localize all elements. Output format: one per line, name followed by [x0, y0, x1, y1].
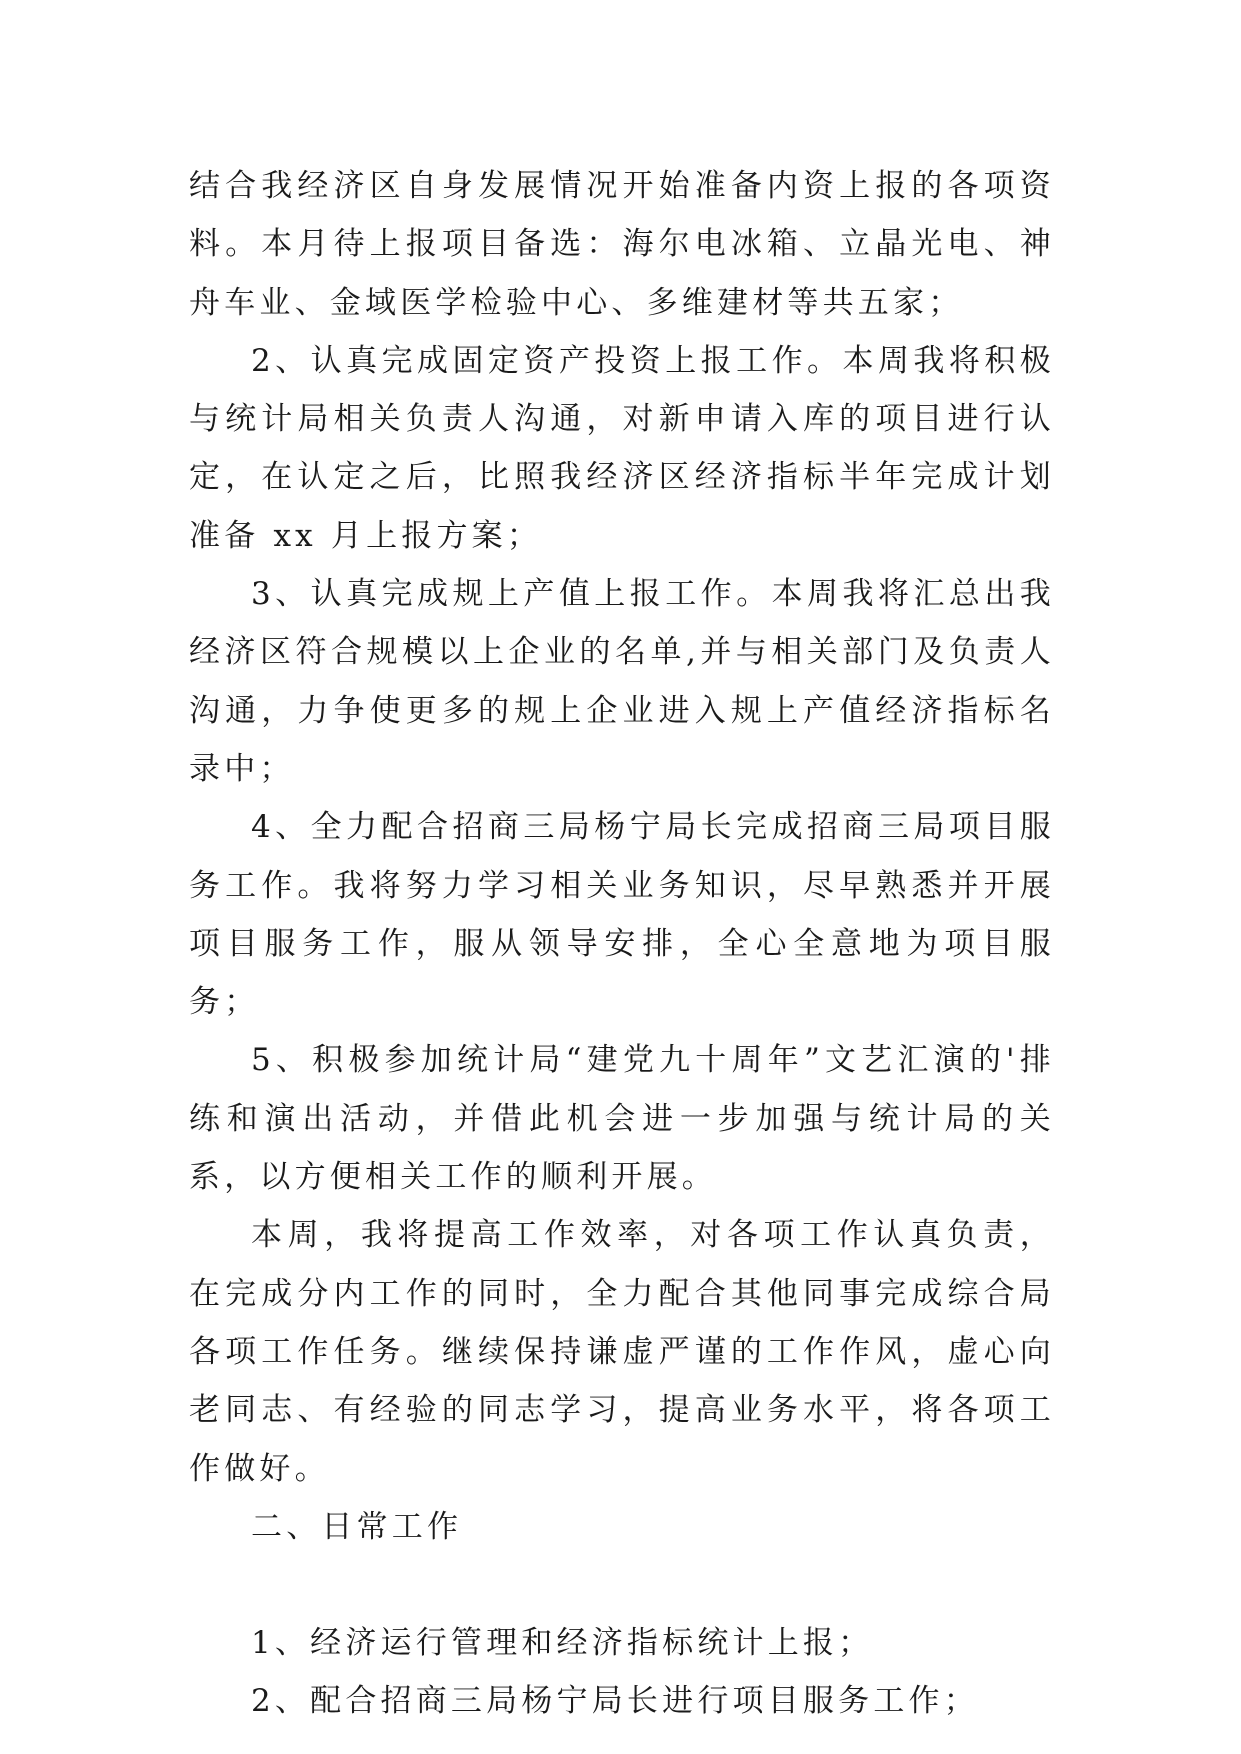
document-body [189, 157, 1055, 1731]
section-heading-daily-work: 二、日常工作 [251, 1508, 463, 1545]
paragraph-item-5-performance: 5、积极参加统计局“建党九十周年”文艺汇演的'排练和演出活动，并借此机会进一步加强与统计局的关系，以方便相关工作的顺利开展。 [189, 1042, 1055, 1196]
paragraph-item-4-project-service: 4、全力配合招商三局杨宁局长完成招商三局项目服务工作。我将努力学习相关业务知识，尽早熟悉并开展项目服务工作，服从领导安排，全心全意地为项目服务； [189, 809, 1055, 1021]
paragraph-item-2-fixed-assets: 2、认真完成固定资产投资上报工作。本周我将积极与统计局相关负责人沟通，对新申请入库的项目进行认定，在认定之后，比照我经济区经济指标半年完成计划准备 xx 月上报方案； [189, 342, 1055, 554]
paragraph-weekly-summary: 本周，我将提高工作效率，对各项工作认真负责，在完成分内工作的同时，全力配合其他同事完成综合局各项工作任务。继续保持谦虚严谨的工作作风，虚心向老同志、有经验的同志学习，提高业务水平，将各项工作做好。 [189, 1217, 1055, 1487]
paragraph-daily-item-1: 1、经济运行管理和经济指标统计上报； [251, 1625, 874, 1662]
paragraph-daily-item-2: 2、配合招商三局杨宁局长进行项目服务工作； [251, 1683, 979, 1720]
paragraph-item-3-output-value: 3、认真完成规上产值上报工作。本周我将汇总出我经济区符合规模以上企业的名单,并与相关部门及负责人沟通，力争使更多的规上企业进入规上产值经济指标名录中； [189, 576, 1055, 787]
paragraph-continued-materials: 结合我经济区自身发展情况开始准备内资上报的各项资料。本月待上报项目备选：海尔电冰箱、立晶光电、神舟车业、金域医学检验中心、多维建材等共五家； [189, 168, 1055, 321]
